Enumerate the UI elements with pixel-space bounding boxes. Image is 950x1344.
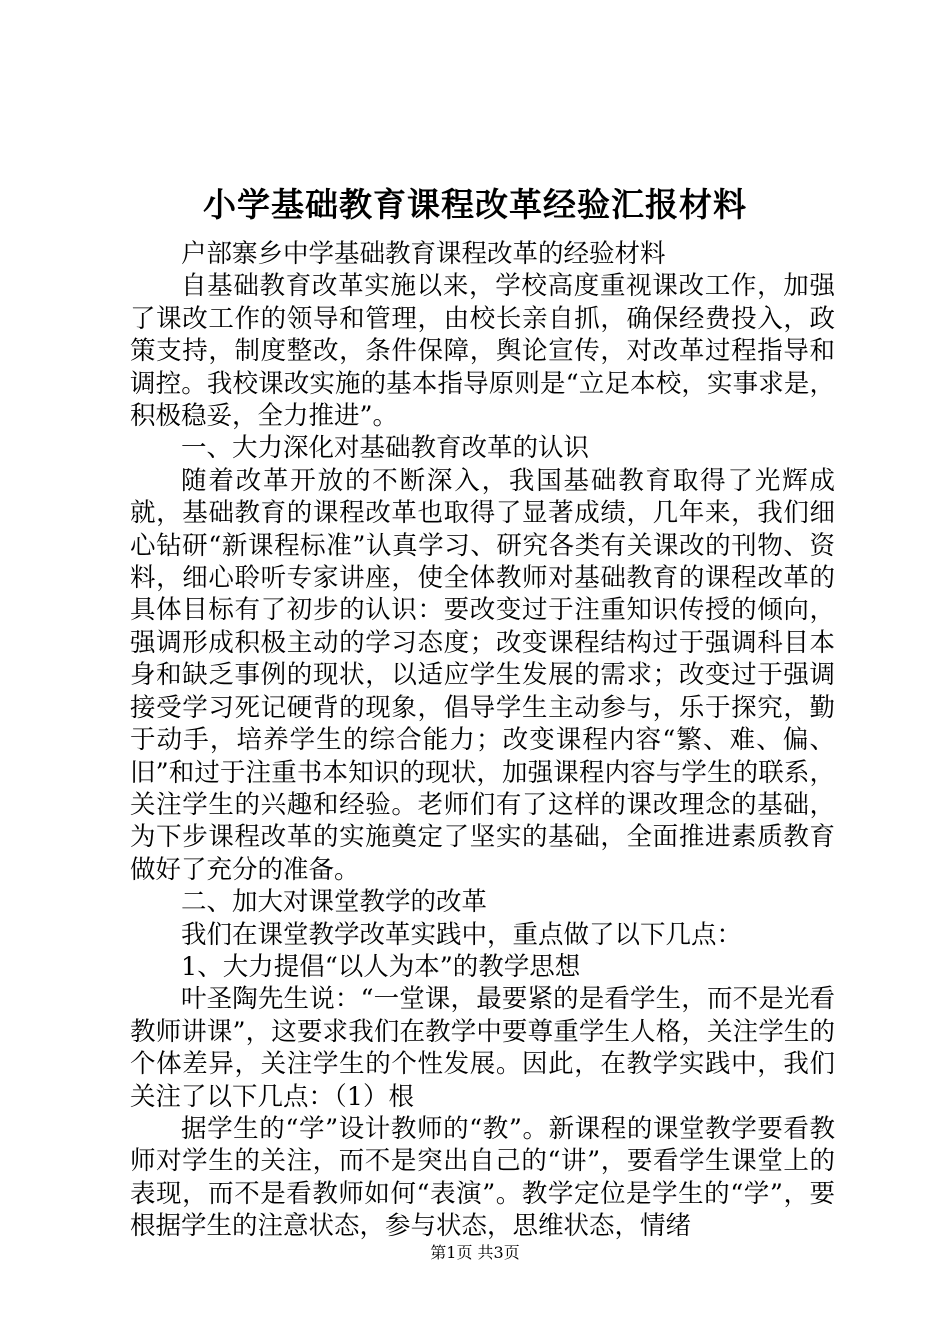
page-footer: 第1页 共3页 [430,1243,520,1262]
body-paragraph: 我们在课堂教学改革实践中，重点做了以下几点： [181,919,743,950]
subtitle-paragraph: 户部寨乡中学基础教育课程改革的经验材料 [181,239,666,269]
body-paragraph: 叶圣陶先生说：“一堂课，最要紧的是看学生，而不是光看教师讲课”，这要求我们在教学中要尊重学生人格，关注学生的个体差异，关注学生的个性发展。因此，在教学实践中，我们关注了以下几点：（1）根 [130,984,835,1112]
document-body [130,238,835,1243]
body-paragraph: 据学生的“学”设计教师的“教”。新课程的课堂教学要看教师对学生的关注，而不是突出自己的“讲”，要看学生课堂上的表现，而不是看教师如何“表演”。教学定位是学生的“学”，要根据学生的注意状态，参与状态，思维状态，情绪 [130,1113,835,1242]
section-heading: 二、加大对课堂教学的改革 [181,887,488,918]
subsection-heading: 1、大力提倡“以人为本”的教学思想 [181,951,581,982]
body-paragraph: 自基础教育改革实施以来，学校高度重视课改工作，加强了课改工作的领导和管理，由校长亲自抓，确保经费投入，政策支持，制度整改，条件保障，舆论宣传，对改革过程指导和调控。我校课改实施的基本指导原则是“立足本校，实事求是，积极稳妥，全力推进”。 [130,271,835,432]
body-paragraph: 随着改革开放的不断深入，我国基础教育取得了光辉成就，基础教育的课程改革也取得了显著成绩，几年来，我们细心钻研“新课程标准”认真学习、研究各类有关课改的刊物、资料，细心聆听专家讲座，使全体教师对基础教育的课程改革的具体目标有了初步的认识：要改变过于注重知识传授的倾向，强调形成积极主动的学习态度；改变课程结构过于强调科目本身和缺乏事例的现状，以适应学生发展的需求；改变过于强调接受学习死记硬背的现象，倡导学生主动参与，乐于探究，勤于动手，培养学生的综合能力；改变课程内容“繁、难、偏、旧”和过于注重书本知识的现状，加强课程内容与学生的联系，关注学生的兴趣和经验。老师们有了这样的课改理念的基础，为下步课程改革的实施奠定了坚实的基础，全面推进素质教育做好了充分的准备。 [130,465,835,885]
section-heading: 一、大力深化对基础教育改革的认识 [181,433,590,464]
document-title: 小学基础教育课程改革经验汇报材料 [203,185,747,224]
